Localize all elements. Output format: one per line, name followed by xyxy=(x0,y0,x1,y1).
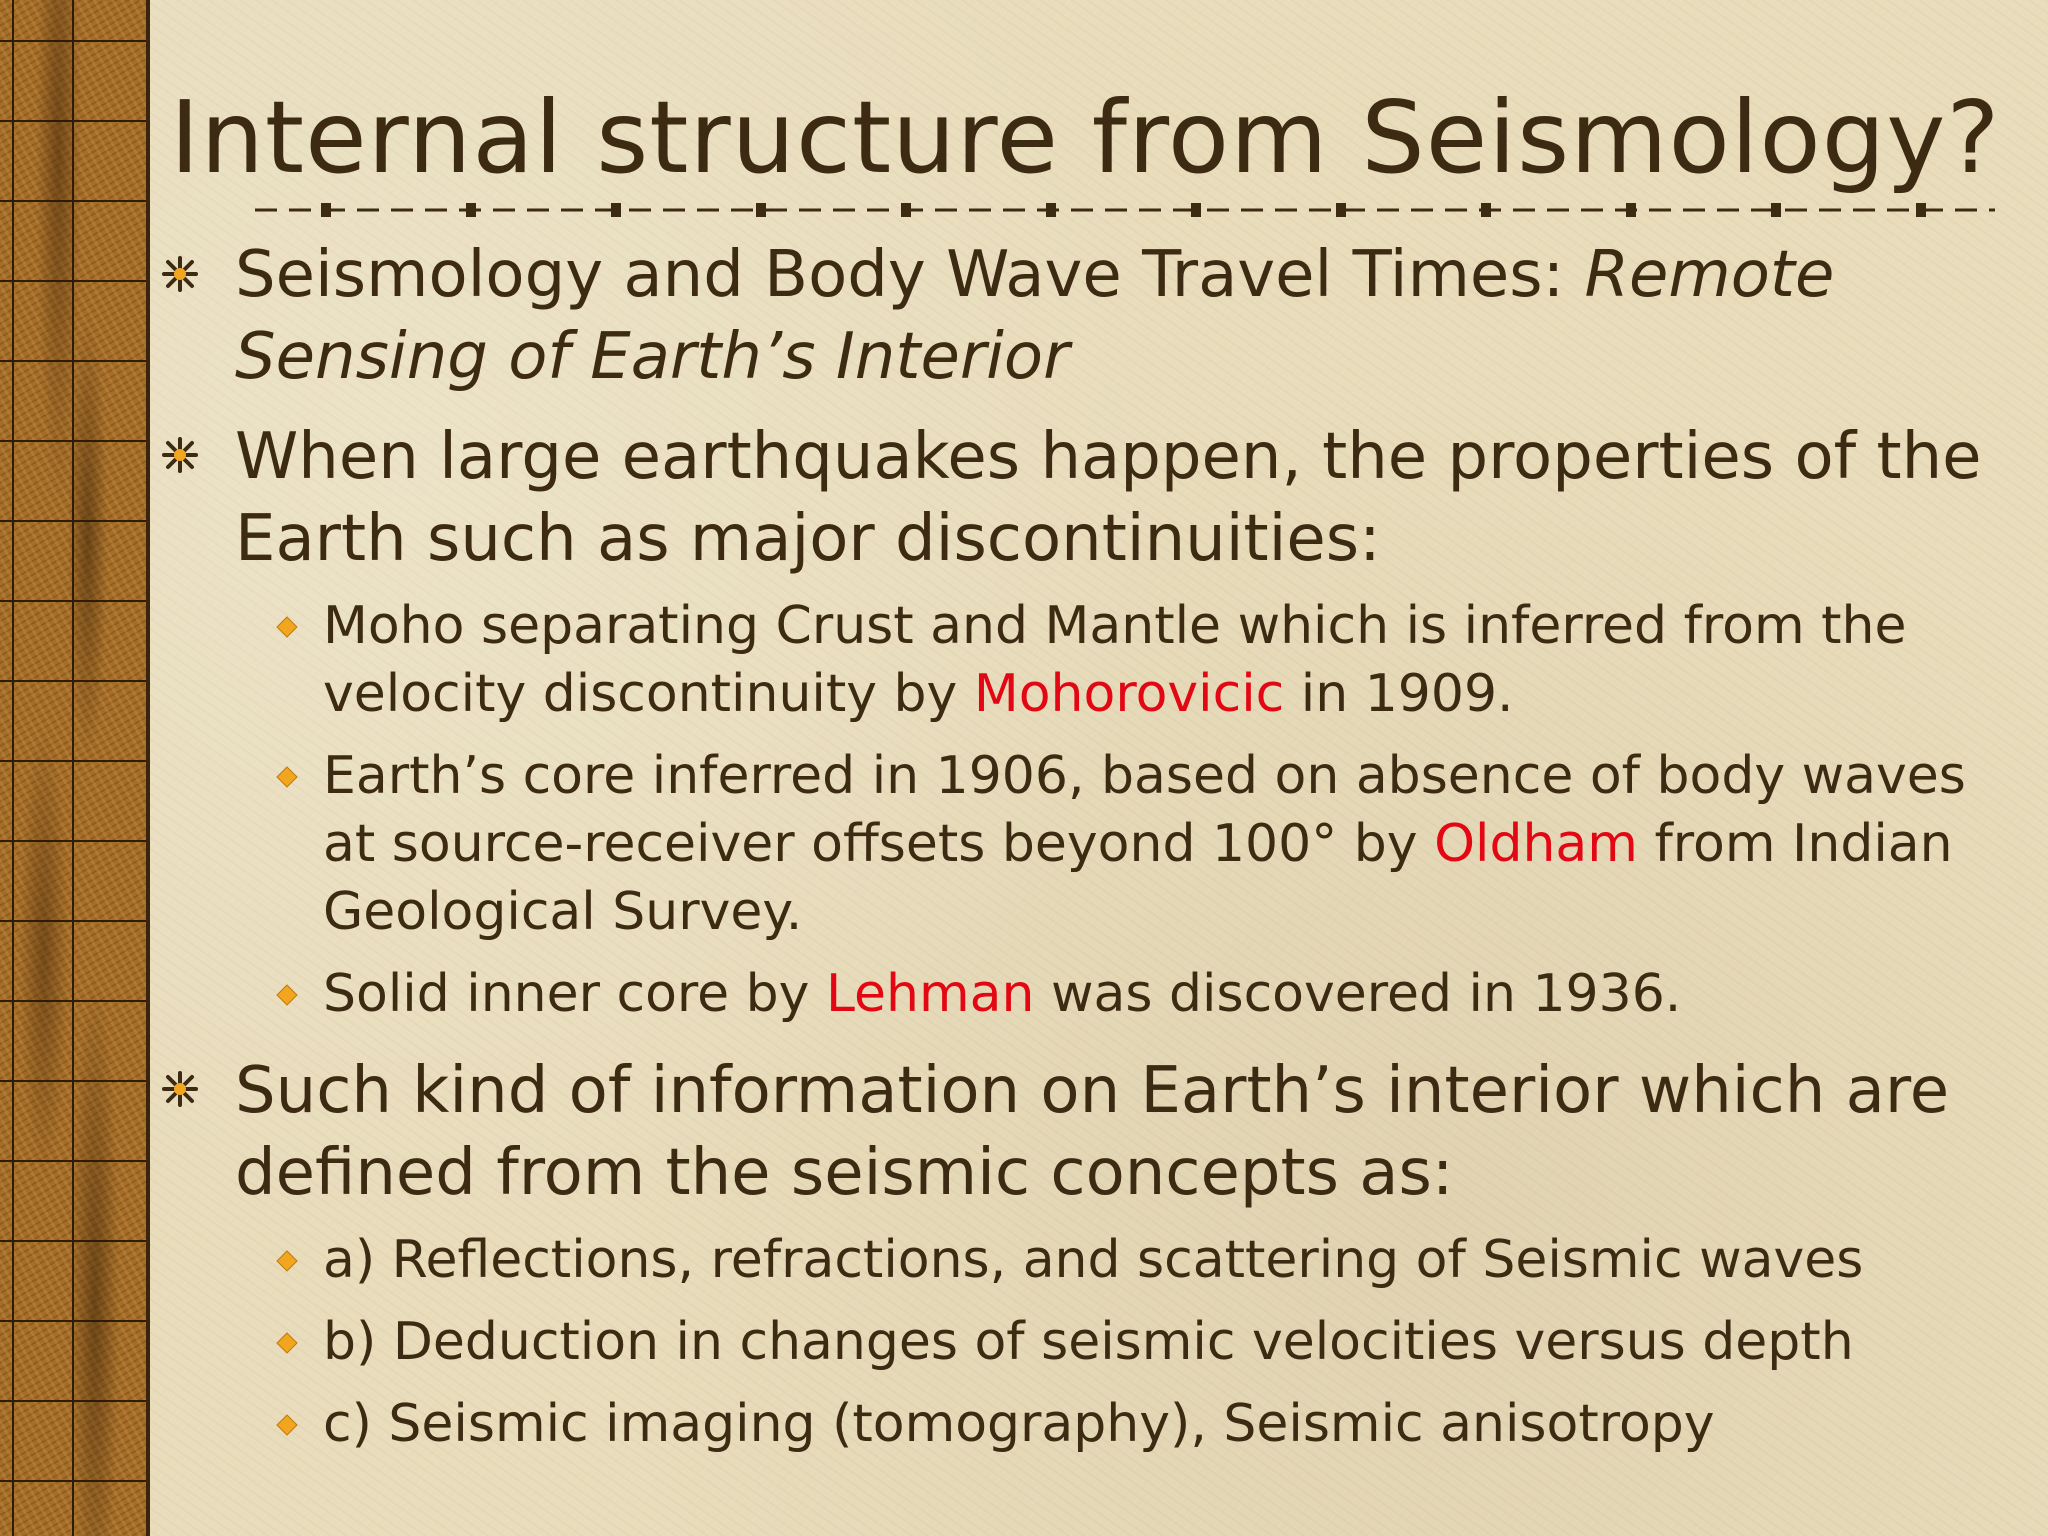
list-item-text: from Indian Geological Survey. xyxy=(323,814,1953,942)
list-item-text: Moho separating Crust and Mantle which is inferred from the velocity discontinuity by xyxy=(323,596,1907,724)
scientist-name: Mohorovicic xyxy=(973,664,1285,724)
strip-line xyxy=(0,1400,146,1402)
scientist-name: Oldham xyxy=(1434,814,1638,874)
strip-line xyxy=(12,0,14,1536)
list-item: Such kind of information on Earth’s interior which are defined from the seismic concepts as: xyxy=(235,1054,1950,1210)
strip-line xyxy=(0,920,146,922)
strip-line xyxy=(0,600,146,602)
strip-line xyxy=(0,360,146,362)
list-item: c) Seismic imaging (tomography), Seismic anisotropy xyxy=(323,1394,1715,1454)
diamond-icon xyxy=(276,1332,298,1354)
strip-line xyxy=(0,1240,146,1242)
strip-line xyxy=(0,1320,146,1322)
diamond-icon xyxy=(276,766,298,788)
strip-line xyxy=(0,1000,146,1002)
list-item xyxy=(323,960,2023,1028)
strip-line xyxy=(0,840,146,842)
dashed-line-icon xyxy=(255,198,1995,222)
list-item xyxy=(323,592,2023,728)
strip-line xyxy=(0,200,146,202)
list-item: b) Deduction in changes of seismic velocities versus depth xyxy=(323,1312,1854,1372)
diamond-icon xyxy=(276,1414,298,1436)
slide-title: Internal structure from Seismology? xyxy=(170,79,2001,196)
list-item xyxy=(235,234,2025,398)
list-item-text: in 1909. xyxy=(1284,664,1514,724)
list-item-text: Solid inner core by xyxy=(323,964,826,1024)
list-item xyxy=(323,742,2023,946)
strip-line xyxy=(0,520,146,522)
list-item-text: was discovered in 1936. xyxy=(1034,964,1682,1024)
strip-line xyxy=(0,440,146,442)
list-item-italic: Remote Sensing of Earth’s Interior xyxy=(235,238,1835,394)
strip-line xyxy=(0,280,146,282)
list-item-text: Earth’s core inferred in 1906, based on absence of body waves at source-receiver offsets beyond 100° by xyxy=(323,746,1966,874)
diamond-icon xyxy=(276,1250,298,1272)
strip-line xyxy=(0,1160,146,1162)
decorative-side-strip xyxy=(0,0,150,1536)
strip-line xyxy=(0,680,146,682)
scientist-name: Lehman xyxy=(826,964,1035,1024)
asterisk-icon xyxy=(160,1069,200,1109)
strip-line xyxy=(0,1480,146,1482)
strip-line xyxy=(0,40,146,42)
diamond-icon xyxy=(276,616,298,638)
list-item: a) Reflections, refractions, and scattering of Seismic waves xyxy=(323,1230,1864,1290)
strip-line xyxy=(0,1080,146,1082)
diamond-icon xyxy=(276,984,298,1006)
list-item-text: Seismology and Body Wave Travel Times: xyxy=(235,238,1585,312)
strip-line xyxy=(0,760,146,762)
strip-line xyxy=(72,0,74,1536)
strip-line xyxy=(0,120,146,122)
asterisk-icon xyxy=(160,254,200,294)
asterisk-icon xyxy=(160,435,200,475)
list-item: When large earthquakes happen, the properties of the Earth such as major discontinuities: xyxy=(235,420,1982,576)
